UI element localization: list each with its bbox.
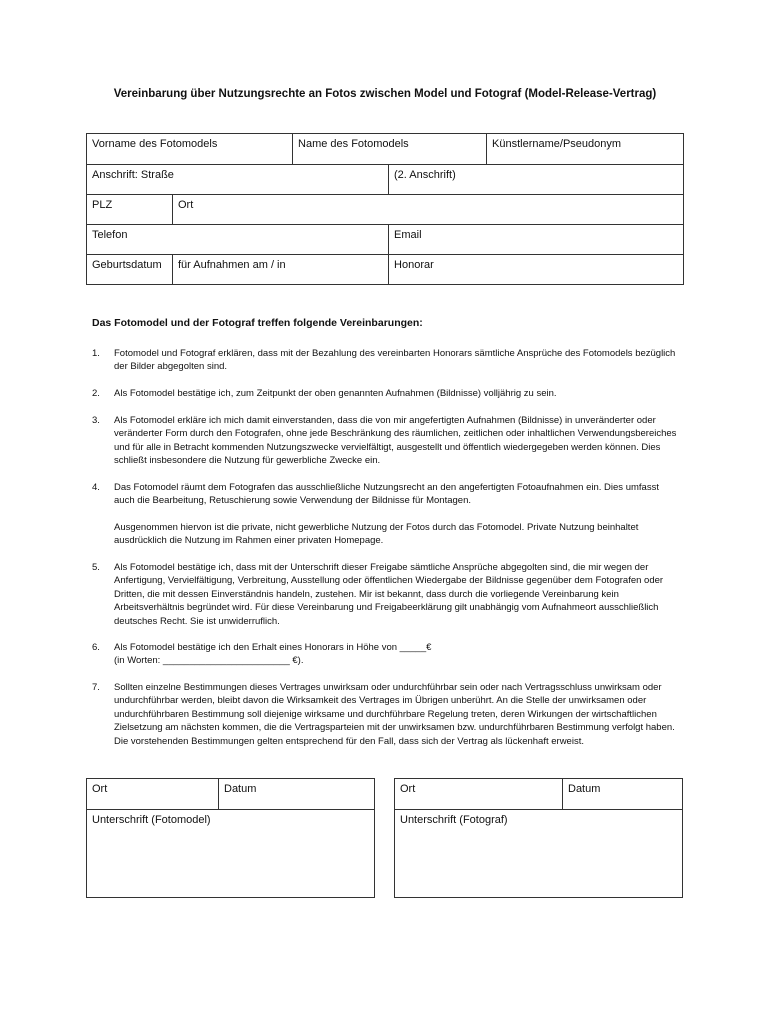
clause-text: Sollten einzelne Bestimmungen dieses Vertrages unwirksam oder undurchführbar sein oder nach Vertragsschluss unwirksam oder undurchführbar werden, bleibt davon die Wirksamkeit des Vertrages im Übrigen unberührt. An die Stelle der unwirksamen oder undurchführbaren Bestimmung soll diejenige wirksame und durchführbare Regelung treten, deren Wirkungen der wirtschaftlichen Zielsetzung am nächsten kommen, die die Vertragsparteien mit der unwirksamen bzw. undurchführbaren Bestimmung verfolgt haben. Die vorstehenden Bestimmungen gelten entsprechend für den Fall, dass sich der Vertrag als lückenhaft erweist. — [114, 682, 675, 747]
clause-7 — [92, 681, 677, 748]
clause-text: Als Fotomodel bestätige ich den Erhalt eines Honorars in Höhe von _____€ — [114, 642, 432, 653]
clause-subtext: Ausgenommen hiervon ist die private, nicht gewerbliche Nutzung der Fotos durch das Fotomodel. Private Nutzung beinhaltet ausdrücklich die Nutzung im Rahmen einer privaten Homepage. — [114, 521, 639, 547]
vorname-field[interactable]: Vorname des Fotomodels — [87, 134, 293, 165]
model-data-form — [86, 133, 684, 285]
clause-4 — [92, 481, 677, 548]
sign-ort-field[interactable]: Ort — [395, 779, 563, 810]
clause-text-line2: (in Worten: ________________________ €). — [114, 655, 304, 667]
clause-text: Als Fotomodel erkläre ich mich damit einverstanden, dass die von mir angefertigten Aufnahmen (Bildnisse) in unveränderter oder veränderter Form durch den Fotografen, ohne jede Beschränkung des räumlichen, zeitlichen oder inhaltlichen Verwendungsbereiches und für alle in Betracht kommenden Nutzungszwecke vervielfältigt, ausgestellt und öffentlich wiedergegeben werden können. Dies schließt insbesondere die Nutzung für gewerbliche Zwecke ein. — [114, 415, 677, 467]
clause-number: 6. — [92, 642, 100, 653]
clause-number: 4. — [92, 482, 100, 493]
clause-text: Als Fotomodel bestätige ich, zum Zeitpunkt der oben genannten Aufnahmen (Bildnisse) volljährig zu sein. — [114, 388, 557, 399]
honorar-field[interactable]: Honorar — [389, 255, 684, 285]
ort-field[interactable]: Ort — [173, 195, 684, 225]
clause-2 — [92, 387, 677, 400]
agreements-heading: Das Fotomodel und der Fotograf treffen folgende Vereinbarungen: — [92, 317, 423, 329]
anschrift-field[interactable]: Anschrift: Straße — [87, 165, 389, 195]
clause-number: 2. — [92, 388, 100, 399]
clause-3 — [92, 414, 677, 468]
sign-ort-field[interactable]: Ort — [87, 779, 219, 810]
signature-box-model — [86, 778, 375, 898]
clause-1 — [92, 347, 677, 374]
signature-model-field[interactable]: Unterschrift (Fotomodel) — [87, 810, 375, 898]
clause-text: Das Fotomodel räumt dem Fotografen das ausschließliche Nutzungsrecht an den angefertigten Fotoaufnahmen ein. Dies umfasst auch die Bearbeitung, Retuschierung sowie Verwendung der Bildnisse für Montagen. — [114, 482, 659, 507]
clause-5 — [92, 561, 677, 628]
geburtsdatum-field[interactable]: Geburtsdatum — [87, 255, 173, 285]
telefon-field[interactable]: Telefon — [87, 225, 389, 255]
plz-field[interactable]: PLZ — [87, 195, 173, 225]
anschrift2-field[interactable]: (2. Anschrift) — [389, 165, 684, 195]
signature-box-photographer — [394, 778, 683, 898]
sign-datum-field[interactable]: Datum — [563, 779, 683, 810]
clause-text: Als Fotomodel bestätige ich, dass mit der Unterschrift dieser Freigabe sämtliche Ansprüche abgegolten sind, die mir wegen der Anfertigung, Vervielfältigung, Verbreitung, Ausstellung oder öffentlichen Wiedergabe der Bildnisse gegenüber dem Fotografen oder Dritten, die mit dessen Einverständnis handeln, zustehen. Mir ist bekannt, dass durch die vorliegende Vereinbarung kein Arbeitsverhältnis begründet wird. Für diese Vereinbarung und Freigabeerklärung gilt unabhängig vom Aufnahmeort ausschließlich deutsches Recht. Sie ist unwiderruflich. — [114, 562, 664, 627]
clause-text: Fotomodel und Fotograf erklären, dass mit der Bezahlung des vereinbarten Honorars sämtliche Ansprüche des Fotomodels bezüglich der Bilder abgegolten sind. — [114, 348, 676, 373]
clause-number: 5. — [92, 562, 100, 573]
email-field[interactable]: Email — [389, 225, 684, 255]
clause-6 — [92, 641, 677, 668]
clause-number: 1. — [92, 348, 100, 359]
signature-photographer-field[interactable]: Unterschrift (Fotograf) — [395, 810, 683, 898]
clause-number: 3. — [92, 415, 100, 426]
sign-datum-field[interactable]: Datum — [219, 779, 375, 810]
kuenstlername-field[interactable]: Künstlername/Pseudonym — [487, 134, 684, 165]
document-title: Vereinbarung über Nutzungsrechte an Fotos zwischen Model und Fotograf (Model-Release-Vertrag) — [113, 88, 657, 100]
clause-number: 7. — [92, 682, 100, 693]
name-field[interactable]: Name des Fotomodels — [293, 134, 487, 165]
aufnahmen-field[interactable]: für Aufnahmen am / in — [173, 255, 389, 285]
